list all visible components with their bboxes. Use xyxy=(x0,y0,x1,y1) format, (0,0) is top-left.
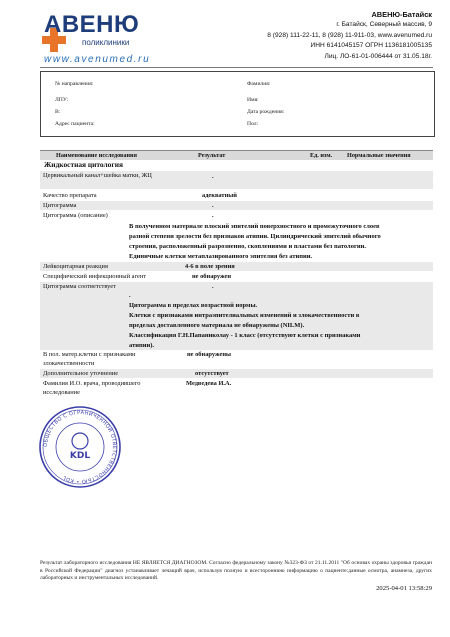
logo-url: www.avenumed.ru xyxy=(44,54,151,65)
company-phones: 8 (928) 111-22-11, 8 (928) 11-911-03, www.avenumed.ru xyxy=(267,31,432,39)
description-line: Единичные клетки метаплазированного эпителия без атипии. xyxy=(129,253,313,260)
header-divider xyxy=(40,67,433,68)
birth-date-label: Дата рождения: xyxy=(247,109,285,115)
row-value: . xyxy=(212,283,214,290)
table-row xyxy=(40,350,433,368)
row-value: . xyxy=(212,202,214,209)
table-row xyxy=(40,379,433,397)
col-unit: Ед. изм. xyxy=(310,152,333,159)
col-result: Результат xyxy=(198,152,226,159)
clinic-details xyxy=(267,10,432,62)
name-label: Имя: xyxy=(247,97,259,103)
company-license: Лиц. ЛО-61-01-006444 от 31.05.18г. xyxy=(324,52,432,60)
logo-subtitle: поликлиники xyxy=(82,38,130,47)
description-line: Классификация Г.Н.Папаниколау - 1 класс (отсутствуют клетки с признаками xyxy=(129,332,361,339)
row-name: Цитограмма xyxy=(43,202,77,209)
table-row xyxy=(40,191,433,200)
row-value: Медведева И.А. xyxy=(186,380,232,387)
row-value: . xyxy=(212,212,214,219)
company-address: г. Батайск, Северный массив, 9 xyxy=(336,21,432,29)
results-table-header xyxy=(40,150,433,160)
address-label: Адрес пациента: xyxy=(55,121,95,127)
disclaimer-text: Результат лабораторного исследования НЕ ЯВЛЯЕТСЯ ДИАГНОЗОМ. Согласно федеральному закону №323-ФЗ от 21.11.2011 "Об основах охраны здоровья граждан в Российской Федерации" диагноз устанавливает лечащий врач, используя полную и всестороннюю информацию о пациенте:данные осмотра, анамнеза, других лабораторных и инструментальных исследований. xyxy=(40,560,432,581)
col-test-name: Наименование исследования xyxy=(56,152,137,159)
lpu-label: ЛПУ: xyxy=(55,97,69,103)
seal-stamp xyxy=(38,405,122,489)
description-line: . xyxy=(129,292,131,299)
description-line: атипии). xyxy=(129,342,155,349)
referral-label: № направления: xyxy=(55,81,94,87)
row-name: В пол. матер.клетки с признаками злокачественности xyxy=(43,351,136,367)
row-name: Цервикальный канал+шейка матки, ЖЦ xyxy=(43,172,152,179)
section-title: Жидкостная цитология xyxy=(44,160,123,169)
v-label: В: xyxy=(55,109,61,115)
patient-info-box xyxy=(40,71,435,137)
row-value: не обнаружен xyxy=(192,273,232,280)
company-inn: ИНН 6141045157 ОГРН 1136181005135 xyxy=(310,42,432,50)
logo-text: АВЕНЮ xyxy=(44,11,140,38)
row-value: . xyxy=(212,173,214,180)
description-line: строения, расположенный разрозненно, скоплениями и пластами без патологии. xyxy=(129,243,367,250)
row-name: Цитограмма (описание) xyxy=(43,212,108,219)
row-value: 4-6 в поле зрения xyxy=(185,263,235,270)
table-row xyxy=(40,201,433,210)
stamp-ring-text: ОБЩЕСТВО С ОГРАНИЧЕННОЙ ОТВЕТСТВЕННОСТЬЮ • KDL xyxy=(42,409,118,485)
table-row xyxy=(40,211,433,261)
table-row xyxy=(40,272,433,281)
description-line: пределах доставленного материала не обнаружены (NILM). xyxy=(129,322,305,329)
description-line: В полученном материале плоский эпителий поверхностного и промежуточного слоев xyxy=(129,223,380,230)
row-name: Дополнительное уточнение xyxy=(43,370,119,377)
col-normal: Нормальные значения xyxy=(347,152,411,159)
description-line: Цитограмма в пределах возрастной нормы. xyxy=(129,302,258,309)
cytogram-description xyxy=(129,222,381,262)
row-name: Качество препарата xyxy=(43,192,97,199)
row-name: Лейкоцитарная реакция xyxy=(43,263,108,270)
description-line: разной степени зрелости без признаков атипии. Цилиндрический эпителий обычного xyxy=(129,233,381,240)
table-row xyxy=(40,262,433,271)
table-row xyxy=(40,171,433,189)
table-row xyxy=(40,282,433,350)
row-name: Цитограмма соответствует xyxy=(43,283,116,290)
description-line: Клетки с признаками интраэпителиальных изменений и злокачественности в xyxy=(129,312,360,319)
row-name: Фамилия И.О. врача, проводившего исследование xyxy=(43,380,141,396)
table-row xyxy=(40,369,433,378)
surname-label: Фамилия: xyxy=(247,81,271,87)
print-timestamp: 2025-04-01 13:58:29 xyxy=(376,585,432,592)
row-value: отсутствует xyxy=(195,370,229,377)
company-name: АВЕНЮ-Батайск xyxy=(371,10,432,19)
stamp-center-text: KDL xyxy=(69,451,91,461)
row-value: адекватный xyxy=(202,192,237,199)
row-value: не обнаружены xyxy=(187,351,232,358)
row-name: Специфический инфекционный агент xyxy=(43,273,147,280)
sex-label: Пол: xyxy=(247,121,259,127)
conclusion-description xyxy=(129,291,360,351)
